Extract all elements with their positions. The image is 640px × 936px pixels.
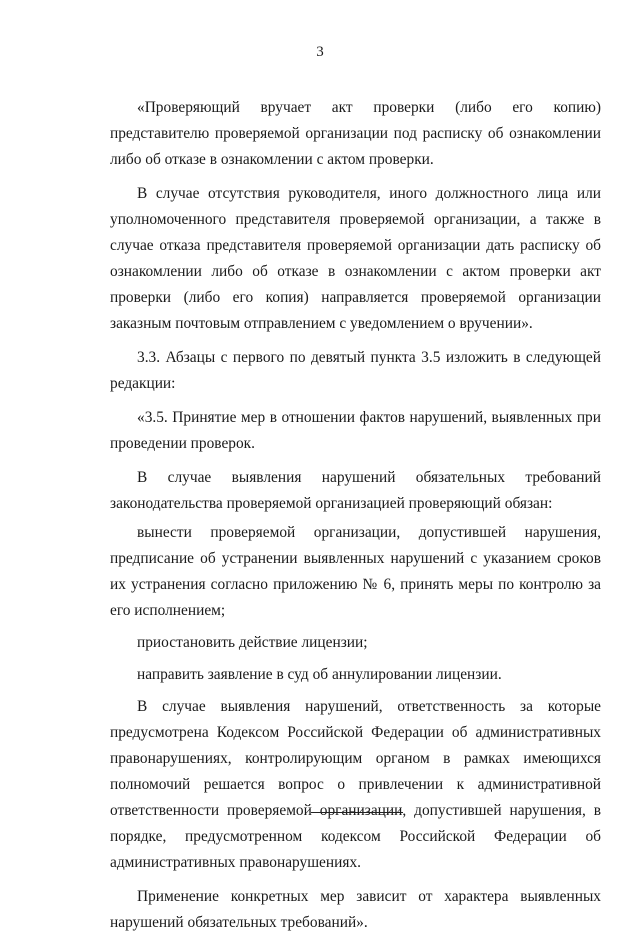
document-body [110, 95, 601, 936]
paragraph-inspector-obliged: В случае выявления нарушений обязательных требований законодательства проверяемой организацией проверяющий обязан: [110, 469, 601, 512]
paragraph-absence-refusal: В случае отсутствия руководителя, иного должностного лица или уполномоченного представителя проверяемой организации, а также в случае отказа представителя проверяемой организации дать расписку об ознакомлении либо об отказе в ознакомлении с актом проверки акт проверки (либо его копия) направляется проверяемой организации заказным почтовым отправлением с уведомлением о вручении». [110, 185, 601, 332]
end-divider-line [311, 812, 403, 813]
paragraph-issue-order: вынести проверяемой организации, допустившей нарушения, предписание об устранении выявленных нарушений с указанием сроков их устранения согласно приложению № 6, принять меры по контролю за его исполнением; [110, 524, 601, 619]
paragraph-amendment-3-3: 3.3. Абзацы с первого по девятый пункта 3.5 изложить в следующей редакции: [110, 349, 601, 392]
paragraph-suspend-license: приостановить действие лицензии; [137, 634, 368, 651]
page-number: 3 [316, 44, 324, 60]
paragraph-section-3-5: «3.5. Принятие мер в отношении фактов нарушений, выявленных при проведении проверок. [110, 409, 601, 452]
paragraph-act-delivery: «Проверяющий вручает акт проверки (либо его копию) представителю проверяемой организации под расписку об ознакомлении либо об отказе в ознакомлении с актом проверки. [110, 99, 601, 168]
paragraph-court-application: направить заявление в суд об аннулировании лицензии. [137, 666, 502, 683]
paragraph-measures-depend: Применение конкретных мер зависит от характера выявленных нарушений обязательных требований». [110, 888, 601, 931]
paragraph-administrative-liability: В случае выявления нарушений, ответственность за которые предусмотрена Кодексом Российской Федерации об административных правонарушениях, контролирующим органом в рамках имеющихся полномочий решается вопрос о привлечении к административной ответственности проверяемой организации, допустившей нарушения, в порядке, предусмотренном кодексом Российской Федерации об административных правонарушениях. [110, 698, 601, 871]
